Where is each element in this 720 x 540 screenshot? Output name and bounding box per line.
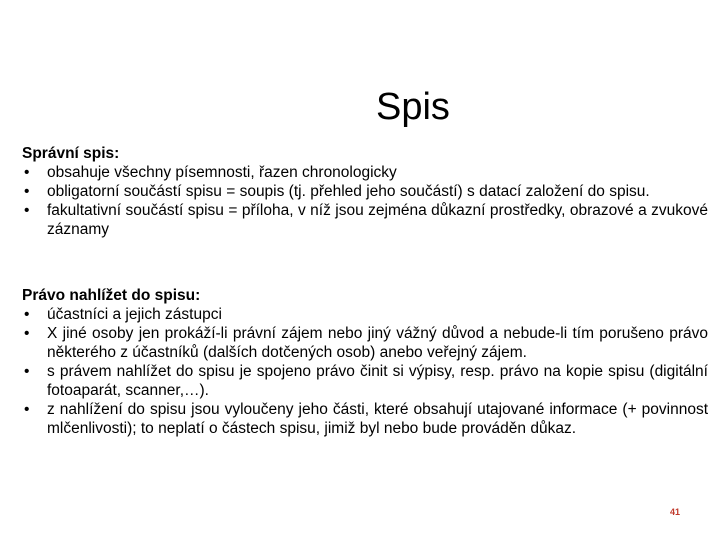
bullet-icon: • [24, 401, 30, 418]
bullet-icon: • [24, 306, 30, 323]
bullet-icon: • [24, 183, 30, 200]
list-item-text: účastníci a jejich zástupci [47, 306, 222, 323]
list-item [22, 324, 708, 362]
list-item [22, 182, 708, 201]
list-item-text: obligatorní součástí spisu = soupis (tj. přehled jeho součástí) s datací založení do spisu. [47, 183, 650, 200]
section-heading: Právo nahlížet do spisu: [22, 287, 201, 304]
list-item-text: X jiné osoby jen prokáží-li právní zájem nebo jiný vážný důvod a nebude-li tím porušeno právo některého z účastníků (dalších dotčených osob) anebo veřejný zájem. [47, 325, 708, 361]
list-item [22, 201, 708, 239]
bullet-icon: • [24, 164, 30, 181]
list-item-text: s právem nahlížet do spisu je spojeno právo činit si výpisy, resp. právo na kopie spisu (digitální fotoaparát, scanner,…). [47, 363, 708, 399]
list-item-text: z nahlížení do spisu jsou vyloučeny jeho části, které obsahují utajované informace (+ povinnost mlčenlivosti); to neplatí o částech spisu, jimiž byl nebo bude prováděn důkaz. [47, 401, 708, 437]
list-item-text: fakultativní součástí spisu = příloha, v níž jsou zejména důkazní prostředky, obrazové a zvukové záznamy [47, 202, 708, 238]
slide-title: Spis [376, 86, 450, 128]
list-item-text: obsahuje všechny písemnosti, řazen chronologicky [47, 164, 397, 181]
list-item [22, 400, 708, 438]
bullet-icon: • [24, 363, 30, 380]
page-number: 41 [670, 507, 681, 517]
bullet-icon: • [24, 202, 30, 219]
section-heading: Správní spis: [22, 145, 120, 162]
bullet-list [22, 163, 708, 239]
list-item [22, 305, 708, 324]
bullet-list [22, 305, 708, 438]
list-item [22, 362, 708, 400]
section-pravo-nahlizet [22, 286, 708, 438]
list-item [22, 163, 708, 182]
bullet-icon: • [24, 325, 30, 342]
section-spravni-spis [22, 144, 708, 239]
